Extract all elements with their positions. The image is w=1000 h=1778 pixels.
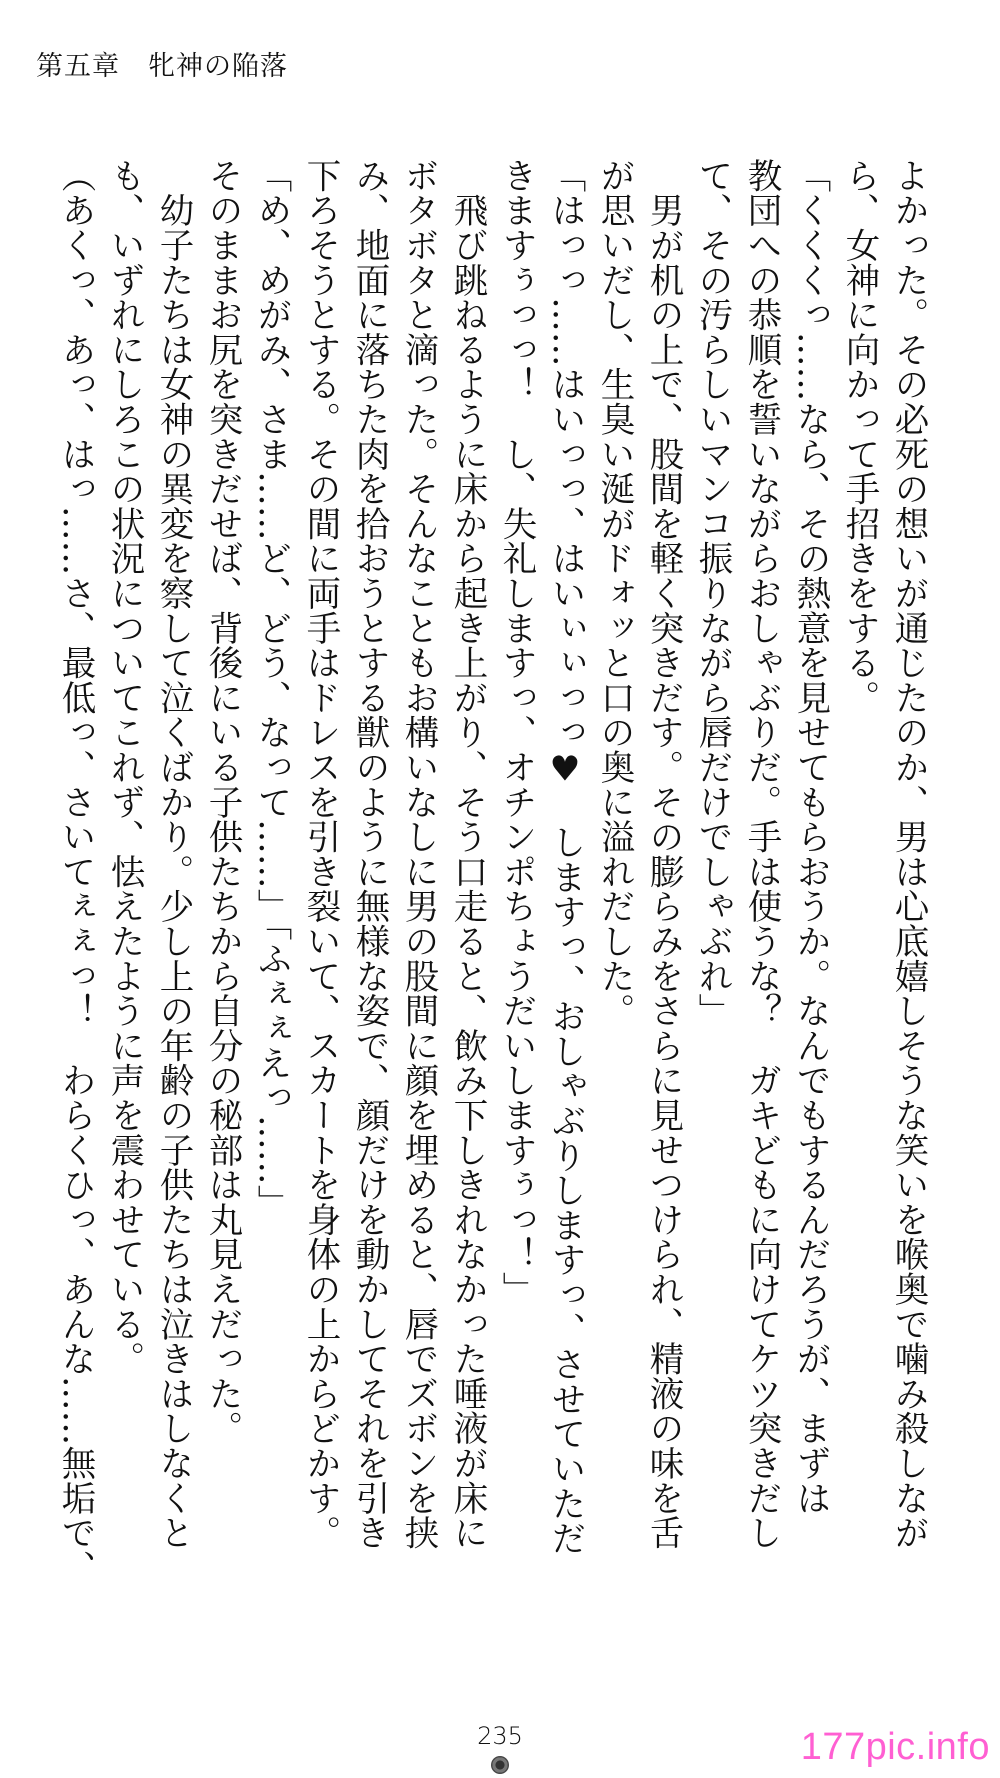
- text-line: て、その汚らしいマンコ振りながら唇だけでしゃぶれ」: [692, 158, 732, 1028]
- text-line: 「め、めがみ、さま……ど、どう、なって……」「ふぇぇえっ……」: [251, 158, 291, 1220]
- text-line: よかった。その必死の想いが通じたのか、男は心底嬉しそうな笑いを喉奥で噛み殺しなが: [888, 158, 928, 1550]
- folio-ornament-icon: [491, 1756, 509, 1774]
- text-line: 「はっっ……はいっっ、はいぃぃっっ♥ しますっ、おしゃぶりしますっ、させていただ: [545, 158, 585, 1556]
- text-line: そのままお尻を突きだせば、背後にいる子供たちから自分の秘部は丸見えだった。: [202, 158, 242, 1446]
- text-line: 下ろそうとする。その間に両手はドレスを引き裂いて、スカートを身体の上からどかす。: [300, 158, 340, 1550]
- page-number: 235: [477, 1722, 523, 1750]
- body-text: [55, 158, 932, 1585]
- text-line: （あくっ、あっ、はっ……さ、最低っ、さいてぇぇっ！ わらくひっ、あんな……無垢で、: [55, 158, 95, 1585]
- text-line: 幼子たちは女神の異変を察して泣くばかり。少し上の年齢の子供たちは泣きはしなくと: [153, 158, 193, 1550]
- text-line: 男が机の上で、股間を軽く突きだす。その膨らみをさらに見せつけられ、精液の味を舌: [643, 158, 683, 1550]
- text-line: 「くくくっ……なら、その熱意を見せてもらおうか。なんでもするんだろうが、まずは: [790, 158, 830, 1516]
- text-line: 教団への恭順を誓いながらおしゃぶりだ。手は使うな？ ガキどもに向けてケツ突きだし: [741, 158, 781, 1550]
- text-line: み、地面に落ちた肉を拾おうとする獣のように無様な姿で、顔だけを動かしてそれを引き: [349, 158, 389, 1550]
- text-line: ボタボタと滴った。そんなこともお構いなしに男の股間に顔を埋めると、唇でズボンを挟: [398, 158, 438, 1550]
- text-line: 飛び跳ねるように床から起き上がり、そう口走ると、飲み下しきれなかった唾液が床に: [447, 158, 487, 1550]
- text-line: ら、女神に向かって手招きをする。: [839, 158, 879, 715]
- watermark: 177pic.info: [800, 1726, 990, 1768]
- running-header: 第五章 牝神の陥落: [36, 51, 288, 82]
- text-line: きますぅっっ！ し、失礼しますっ、オチンポちょうだいしますぅっ！」: [496, 158, 536, 1307]
- text-line: が思いだし、生臭い涎がドォッと口の奥に溢れだした。: [594, 158, 634, 1028]
- text-line: も、いずれにしろこの状況についてこれず、怯えたように声を震わせている。: [104, 158, 144, 1376]
